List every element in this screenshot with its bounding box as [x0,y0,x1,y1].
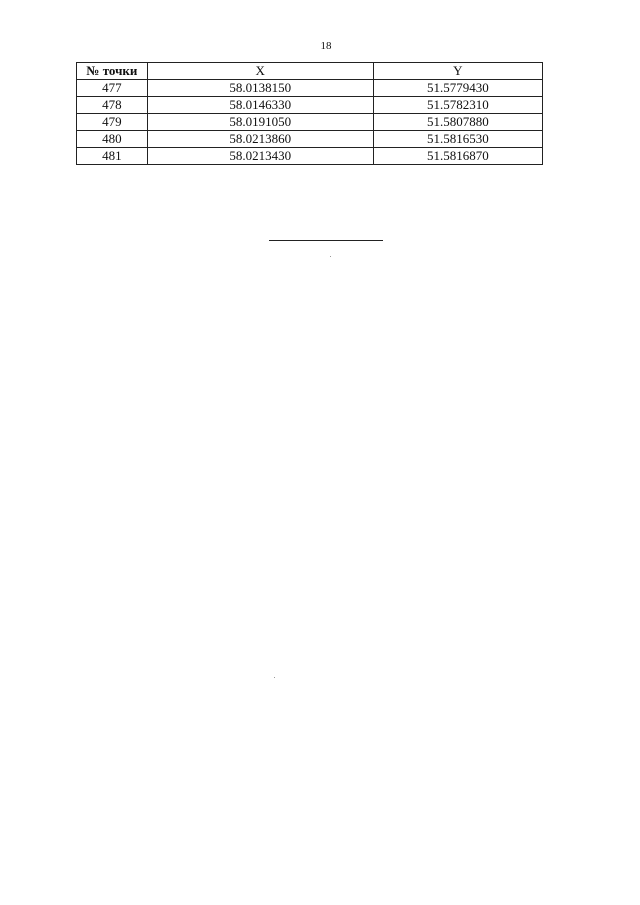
cell-y: 51.5807880 [373,114,542,131]
table-header-row [77,63,543,80]
header-x: X [147,63,373,80]
end-of-document-line [269,240,383,241]
cell-x: 58.0191050 [147,114,373,131]
cell-point-number: 477 [77,80,148,97]
header-y: Y [373,63,542,80]
scan-speck [330,256,331,257]
cell-y: 51.5782310 [373,97,542,114]
table-row [77,114,543,131]
cell-x: 58.0138150 [147,80,373,97]
cell-x: 58.0146330 [147,97,373,114]
cell-point-number: 479 [77,114,148,131]
coordinates-table [76,62,543,165]
cell-x: 58.0213430 [147,148,373,165]
header-point-number: № точки [77,63,148,80]
cell-x: 58.0213860 [147,131,373,148]
cell-y: 51.5816530 [373,131,542,148]
cell-y: 51.5779430 [373,80,542,97]
cell-y: 51.5816870 [373,148,542,165]
table-row [77,131,543,148]
cell-point-number: 478 [77,97,148,114]
page-number: 18 [320,40,332,52]
cell-point-number: 481 [77,148,148,165]
table-row [77,148,543,165]
cell-point-number: 480 [77,131,148,148]
table-row [77,97,543,114]
scan-speck [274,677,275,678]
table-row [77,80,543,97]
